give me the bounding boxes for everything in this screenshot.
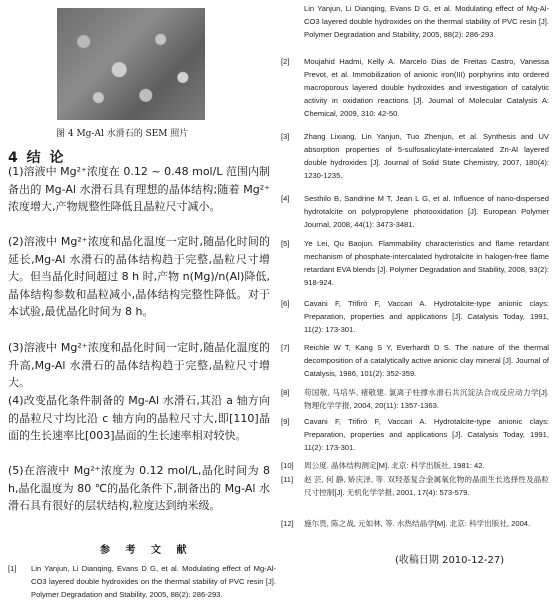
reference-text: Cavani F, Trifirò F, Vaccari A. Hydrotalcite-type anionic clays: Preparation, properties and applications [J]. Catalysis Today, 1991, 11(2): 173-301. bbox=[304, 299, 549, 334]
reference-number: [4] bbox=[281, 194, 290, 203]
reference-item bbox=[8, 562, 276, 599]
reference-number: [7] bbox=[281, 343, 290, 352]
reference-number: [12] bbox=[281, 519, 294, 528]
reference-number: [10] bbox=[281, 461, 294, 470]
reference-number: [6] bbox=[281, 299, 290, 308]
reference-text: Lin Yanjun, Li Dianqing, Evans D G, et al. Modulating effect of Mg-Al-CO3 layered double hydroxides on the thermal stability of PVC resin [J]. Polymer Degradation and Stability, 2005, 88(2): 286-293. bbox=[304, 4, 549, 39]
conclusion-paragraph: (3)溶液中 Mg²⁺浓度和晶化时间一定时,随晶化温度的升高,Mg-Al 水滑石的晶体结构趋于完整,晶粒尺寸增大。 bbox=[8, 341, 270, 389]
reference-number: [11] bbox=[281, 475, 294, 484]
references-heading: 参 考 文 献 bbox=[100, 545, 193, 556]
reference-text: 赵 芸, 何 静, 矫庆泽, 等. 双羟基复合金属氧化物的晶面生长选择性及晶粒尺寸控制[J]. 无机化学学报, 2001, 17(4): 573-579. bbox=[304, 475, 549, 497]
reference-number: [8] bbox=[281, 388, 290, 397]
conclusion-paragraph: (1)溶液中 Mg²⁺浓度在 0.12 ~ 0.48 mol/L 范围内制备出的 Mg-Al 水滑石具有理想的晶体结构;随着 Mg²⁺浓度增大,产物规整性降低且晶粒尺寸减小。 bbox=[8, 165, 270, 213]
received-date: (收稿日期 2010-12-27) bbox=[395, 555, 505, 566]
reference-text: 周公度. 晶体结构测定[M]. 北京: 科学出版社, 1981: 42. bbox=[304, 461, 485, 470]
reference-text: Reichle W T, Kang S Y, Everhardt D S. The nature of the thermal decomposition of a catalytically active anionic clay mineral [J]. Journal of Catalysis, 1986, 101(2): 352-359. bbox=[304, 343, 549, 378]
reference-number: [9] bbox=[281, 417, 290, 426]
conclusion-paragraph: (5)在溶液中 Mg²⁺浓度为 0.12 mol/L,晶化时间为 8 h,晶化温度为 80 ℃的晶化条件下,制备出的 Mg-Al 水滑石具有很好的层状结构,粒度达到纳米级。 bbox=[8, 464, 270, 512]
conclusion-paragraph: (2)溶液中 Mg²⁺浓度和晶化温度一定时,随晶化时间的延长,Mg-Al 水滑石的晶体结构趋于完整,晶粒尺寸增大。但当晶化时间超过 8 h 时,产物 n(Mg)/n(Al)降低,晶体结构参数和晶粒减小,晶体结构完整性降低。对于本试验,最优晶化时间为 8 h。 bbox=[8, 235, 270, 318]
reference-number: [3] bbox=[281, 132, 290, 141]
reference-item-continued bbox=[281, 2, 549, 52]
reference-number: [1] bbox=[8, 564, 17, 573]
figure-4-image bbox=[57, 8, 205, 120]
figure-caption: 图 4 Mg-Al 水滑石的 SEM 照片 bbox=[56, 129, 189, 139]
reference-text: Moujahid Hadmi, Kelly A. Marcelo Dias de Freitas Castro, Vanessa Prevot, et al. Immobilization of anionic iron(III) porphyrins into ordered macroporous layered double hydroxides and investigation of catalytic activity in oxidation reactions [J]. Journal of Molecular Catalysis A: Chemical, 2009, 310: 42-50. bbox=[304, 57, 549, 118]
reference-text: Ye Lei, Qu Baojun. Flammability characteristics and flame retardant mechanism of phosphate-intercalated hydrotalcite in halogen-free flame retardant EVA blends [J]. Polymer Degradation and Stability, 2008, 93(2): 918-924. bbox=[304, 239, 549, 287]
reference-number: [2] bbox=[281, 57, 290, 66]
reference-text: Zhang Lixiang, Lin Yanjun, Tuo Zhenjun, et al. Synthesis and UV absorption properties of 5-sulfosalicylate-intercalated Zn-Al layered double hydroxides [J]. Journal of Solid State Chemistry, 2007, 180(4): 1230-1235. bbox=[304, 132, 549, 180]
reference-text: 苟国敬, 马培华, 褚敬建. 氯离子柱撑水滑石共沉淀法合成反应动力学[J]. 物理化学学报, 2004, 20(11): 1357-1363. bbox=[304, 388, 549, 410]
reference-text: 施尔畏, 陈之战, 元如林, 等. 水热结晶学[M]. 北京: 科学出版社, 2004. bbox=[304, 519, 531, 528]
conclusion-paragraph: (4)改变晶化条件制备的 Mg-Al 水滑石,其沿 a 轴方向的晶粒尺寸均比沿 c 轴方向的晶粒尺寸大,即[110]晶面的生长速率比[003]晶面的生长速率相对较快。 bbox=[8, 394, 270, 442]
reference-text: Cavani F, Trifirò F, Vaccari A. Hydrotalcite-type anionic clays: Preparation, properties and applications [J]. Catalysis Today, 1991, 11(2): 173-301. bbox=[304, 417, 549, 452]
reference-text: Sesthilo B, Sandrine M T, Jean L G, et al. Influence of nano-dispersed hydrotalcite on polypropylene photooxidation [J]. European Polymer Journal, 2008, 44(1): 3473-3481. bbox=[304, 194, 549, 229]
reference-text: Lin Yanjun, Li Dianqing, Evans D G, et al. Modulating effect of Mg-Al-CO3 layered double hydroxides on the thermal stability of PVC resin [J]. Polymer Degradation and Stability, 2005, 88(2): 286-293. bbox=[31, 564, 276, 599]
reference-number: [5] bbox=[281, 239, 290, 248]
section-heading: 4 结 论 bbox=[8, 150, 66, 166]
